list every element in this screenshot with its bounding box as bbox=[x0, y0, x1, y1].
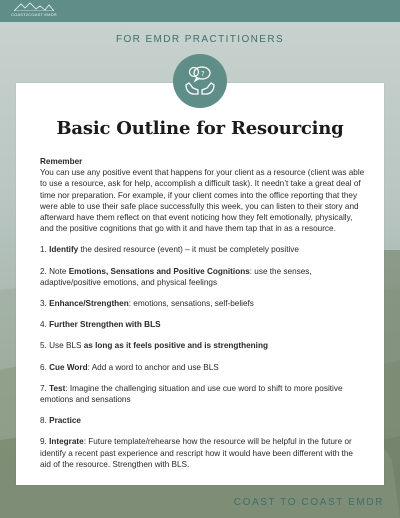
remember-paragraph: You can use any positive event that happens for your client as a resource (client was able to use a resource, ask for help, accomplish a difficult task). It needn’t take a great deal of time nor preparation. For example, if your client comes into the office reporting that they were able to use their safe place successfully this week, you can listen to their story and afterward have them reflect on that event noticing how they felt emotionally, physically, and the positive cognitions that go with it and have them tap that in as a resource. bbox=[40, 168, 365, 234]
logo-text: COAST2COAST EMDR bbox=[11, 12, 57, 17]
step-item: 4. Further Strengthen with BLS bbox=[40, 320, 161, 330]
step-item: 2. Note Emotions, Sensations and Positive Cognitions: use the senses, adaptive/positive emotions, and physical feelings bbox=[40, 266, 312, 287]
tagline: FOR EMDR PRACTITIONERS bbox=[115, 34, 285, 45]
footer-brand: COAST TO COAST EMDR bbox=[233, 497, 384, 508]
step-item: 6. Cue Word: Add a word to anchor and use BLS bbox=[40, 362, 219, 372]
step-item: 8. Practice bbox=[40, 416, 81, 426]
step-item: 5. Use BLS as long as it feels positive and is strengthening bbox=[40, 341, 268, 351]
top-banner bbox=[0, 0, 400, 22]
mountains-logo-icon bbox=[14, 2, 54, 11]
svg-text:?: ? bbox=[201, 70, 205, 78]
remember-heading: Remember bbox=[40, 157, 83, 166]
document-body bbox=[40, 156, 366, 470]
step-item: 3. Enhance/Strengthen: emotions, sensations, self-beliefs bbox=[40, 299, 254, 309]
step-item: 1. Identify the desired resource (event) – it must be completely positive bbox=[40, 245, 299, 255]
page-title: Basic Outline for Resourcing bbox=[56, 118, 344, 139]
step-item: 7. Test: Imagine the challenging situation and use cue word to shift to more positive emotions and sensations bbox=[40, 383, 343, 405]
brand-logo bbox=[6, 2, 62, 20]
support-hands-chat-icon bbox=[173, 54, 227, 108]
step-item: 9. Integrate: Future template/rehearse how the resource will be helpful in the future or identify a recent past experience and rescript how it would have been different with the aid of the resource. Strengthen with BLS. bbox=[40, 437, 353, 469]
hands-speech-bubble-icon bbox=[180, 61, 220, 101]
